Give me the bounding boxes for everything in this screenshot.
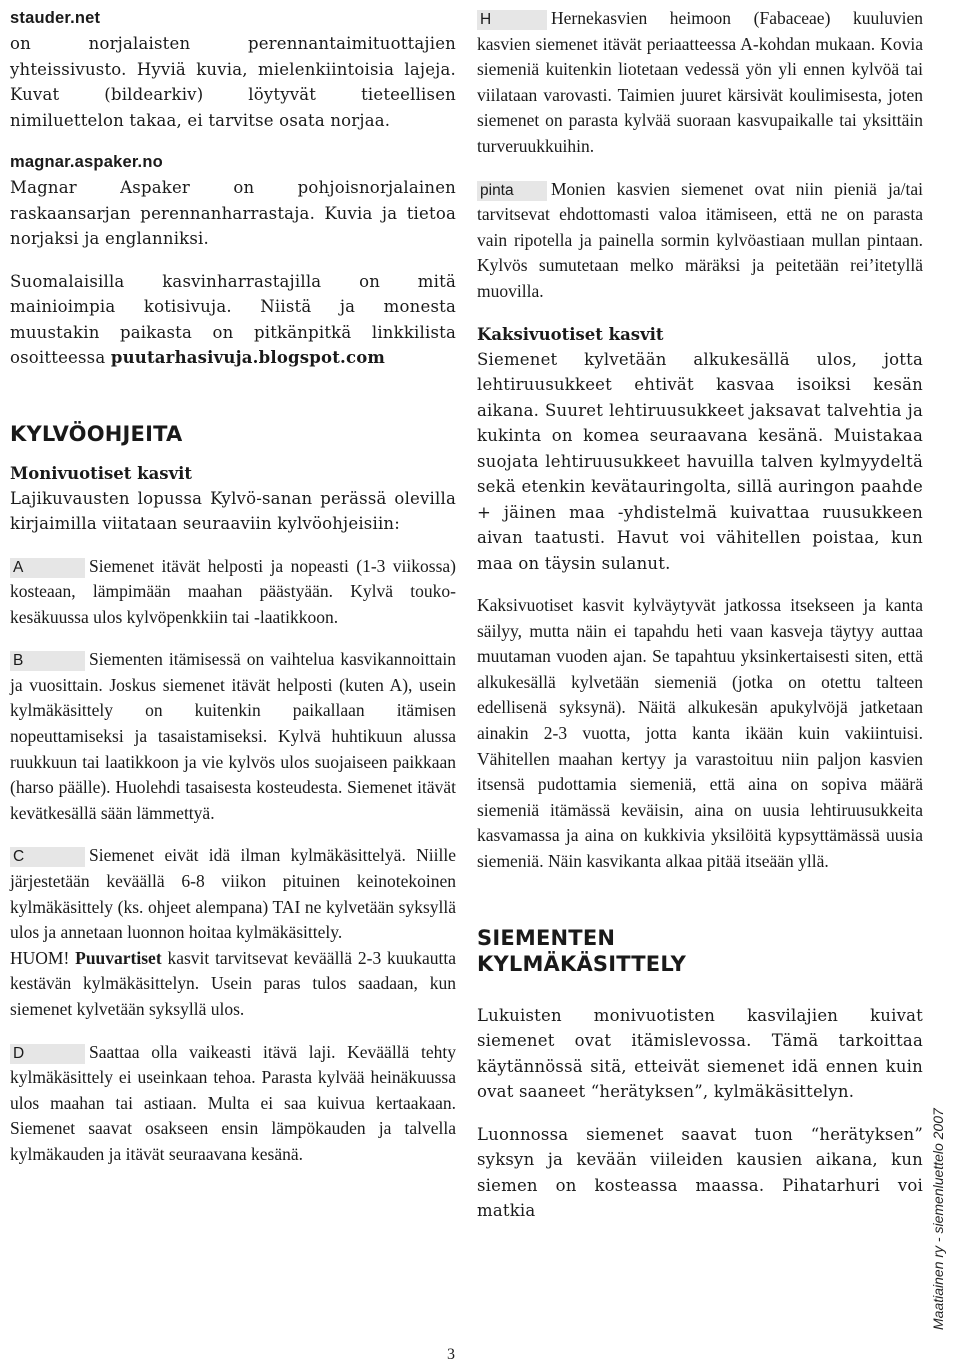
code-b-label: B	[10, 651, 85, 671]
side-note-vertical: Maatiainen ry - siemenluettelo 2007	[930, 1108, 946, 1330]
biennials-text: Siemenet kylvetään alkukesällä ulos, jotta lehtiruusukkeet ehtivät kasvaa isoiksi kesän aikana. Suuret lehtiruusukkeet jaksavat talvehtia ja kukinta on komea seuraavana kesänä. Muistakaa suojata lehtiruusukkeet havuilla talven kylmyydeltä sekä etenkin kevätauringolta, sillä auringon paahde + jäinen maa -yhdistelmä kuivattaa ruusukkeen aivan taatusti. Havut voi vähitellen poistaa, kun maa on täysin sulanut.	[477, 349, 923, 573]
huom-text: kasvit tarvitsevat keväällä 2-3 kuukautta kestävän kylmäkäsittelyn. Usein paras tulos saadaan, kun siemenet kylvetään syksyllä ulos.	[10, 947, 457, 1019]
huom-note	[10, 946, 456, 1023]
code-b-entry	[10, 647, 456, 826]
huom-bold: Puuvartiset	[75, 947, 162, 968]
code-a-text: Siemenet itävät helposti ja nopeasti (1-3 viikossa) kosteaan, lämpimään maahan päästyään. Kylvä touko-kesäkuussa ulos kylvöpenkkiin tai -laatikkoon.	[10, 555, 456, 627]
biennials-text-2: Kaksivuotiset kasvit kylväytyvät jatkossa itsekseen ja kanta säilyy, mutta näin ei tapahdu heti vaan kasveja täytyy auttaa muutaman vuoden ajan. Se tapahtuu yksinkertaisesti siten, että alkukesällä kylvetään siemeniä (jotka on otettu talteen edellisenä syksynä). Näitä alkukesän apukylvöjä jatketaan ainakin 2-3 vuotta, jotta kanta ikään kuin vakiintuisi. Vähitellen maahan kertyy ja varastoituu niin paljon kasvien itsensä pudottamia siemeniä, että aina on sopiva määrä siemeniä itämässä keväisin, aina on uusia lehtiruusukkeita kasvamassa ja aina on kukkivia yksilöitä kypsyttämässä uusia siemeniä. Näin kasvikanta alkaa pitää itseään yllä.	[477, 595, 923, 871]
cold-treatment-text-1: Lukuisten monivuotisten kasvilajien kuivat siemenet ovat itämislevossa. Tämä tarkoittaa käytännössä sitä, etteivät siemenet idä ennen kuin ovat saaneet “herätyksen”, kylmäkäsittelyn.	[477, 1005, 923, 1102]
finnish-sites-text	[10, 269, 456, 371]
site-description-stauder: on norjalaisten perennantaimituottajien yhteissivusto. Hyviä kuvia, mielenkiintoisia lajeja. Kuvat (bildearkiv) löytyvät tieteellisen nimiluettelon takaa, ei tarvitse osata norjaa.	[10, 34, 456, 130]
page-number: 3	[447, 1346, 455, 1363]
perennials-subheading: Monivuotiset kasvit	[10, 463, 193, 483]
code-a-entry	[10, 554, 456, 631]
code-d-label: D	[10, 1044, 85, 1064]
code-pinta-entry	[477, 177, 923, 305]
code-c-entry	[10, 843, 456, 945]
code-h-text: Hernekasvien heimoon (Fabaceae) kuuluvien kasvien siemenet itävät periaatteessa A-kohdan mukaan. Kovia siemeniä kuitenkin liotetaan vedessä yön yli ennen kylvöä tai viilataan varovasti. Taimien juuret kärsivät koulimisesta, joten siemenet on parasta kylvää suoraan kasvupaikalle tai yksittäin turveruukkuihin.	[477, 8, 923, 156]
code-c-label: C	[10, 847, 85, 867]
code-d-entry	[10, 1040, 456, 1168]
finnish-sites-description: Suomalaisilla kasvinharrastajilla on mitä mainioimpia kotisivuja. Niistä ja monesta muustakin paikasta on pitkänpitkä linkkilista osoitteessa	[10, 271, 456, 367]
code-pinta-label: pinta	[477, 181, 547, 201]
site-title-aspaker: magnar.aspaker.no	[10, 153, 163, 171]
cold-treatment-heading-line2: KYLMÄKÄSITTELY	[477, 951, 687, 976]
code-h-entry	[477, 6, 923, 160]
code-h-label: H	[477, 10, 547, 30]
biennials-subheading: Kaksivuotiset kasvit	[477, 324, 664, 344]
sowing-instructions-heading: KYLVÖOHJEITA	[10, 421, 183, 446]
cold-treatment-heading	[477, 925, 923, 977]
left-column	[10, 6, 456, 1168]
huom-label: HUOM!	[10, 947, 70, 968]
cold-treatment-text-2: Luonnossa siemenet saavat tuon “herätyksen” syksyn ja kevään viileiden kausien aikana, kun siemen on kosteassa maassa. Pihatarhuri voi matkia	[477, 1124, 923, 1221]
cold-treatment-heading-line1: SIEMENTEN	[477, 925, 616, 950]
code-a-label: A	[10, 558, 85, 578]
blog-link[interactable]: puutarhasivuja.blogspot.com	[110, 348, 386, 367]
code-pinta-text: Monien kasvien siemenet ovat niin pieniä ja/tai tarvitsevat ehdottomasti valoa itämiseen, että ne on parasta vain ripotella ja painella sormin kylvöastiaan mullan pintaan. Kylvös sumutetaan melko märäksi ja peitetään rei’itetyllä muovilla.	[477, 178, 923, 301]
code-b-text: Siementen itämisessä on vaihtelua kasvikannoittain ja vuosittain. Joskus siemenet itävät helposti (kuten A), usein kylmäkäsittely on kuitenkin paikallaan itämisen nopeuttamiseksi ja tasaistamiseksi. Kylvä huhtikuun alussa ruukkuun tai laatikkoon ja vie kylvös ulos suojaiseen paikkaan (harso päälle). Huolehdi tasaisesta kosteudesta. Siemenet itävät kevätkesällä sään lämmettyä.	[10, 649, 456, 823]
perennials-intro: Lajikuvausten lopussa Kylvö-sanan perässä olevilla kirjaimilla viitataan seuraaviin kylvöohjeisiin:	[10, 488, 456, 533]
site-title-stauder: stauder.net	[10, 9, 101, 27]
site-description-aspaker: Magnar Aspaker on pohjoisnorjalainen raskaansarjan perennanharrastaja. Kuvia ja tietoa norjaksi ja englanniksi.	[10, 178, 456, 248]
code-d-text: Saattaa olla vaikeasti itävä laji. Keväällä tehty kylmäkäsittely ei useinkaan tehoa. Parasta kylvää heinäkuussa ulos maahan tai astiaan. Multa ei saa kuivua kertaakaan. Siemenet saavat osakseen ensin lämpökauden ja talvella kylmäkauden ja itävät seuraavana kesänä.	[10, 1041, 456, 1164]
code-c-text: Siemenet eivät idä ilman kylmäkäsittelyä. Niille järjestetään keväällä 6-8 viikon pituinen keinotekoinen kylmäkäsittely (ks. ohjeet alempana) TAI ne kylvetään syksyllä ulos ja annetaan luonnon hoitaa kylmäkäsittely.	[10, 845, 456, 943]
right-column	[477, 6, 923, 1224]
